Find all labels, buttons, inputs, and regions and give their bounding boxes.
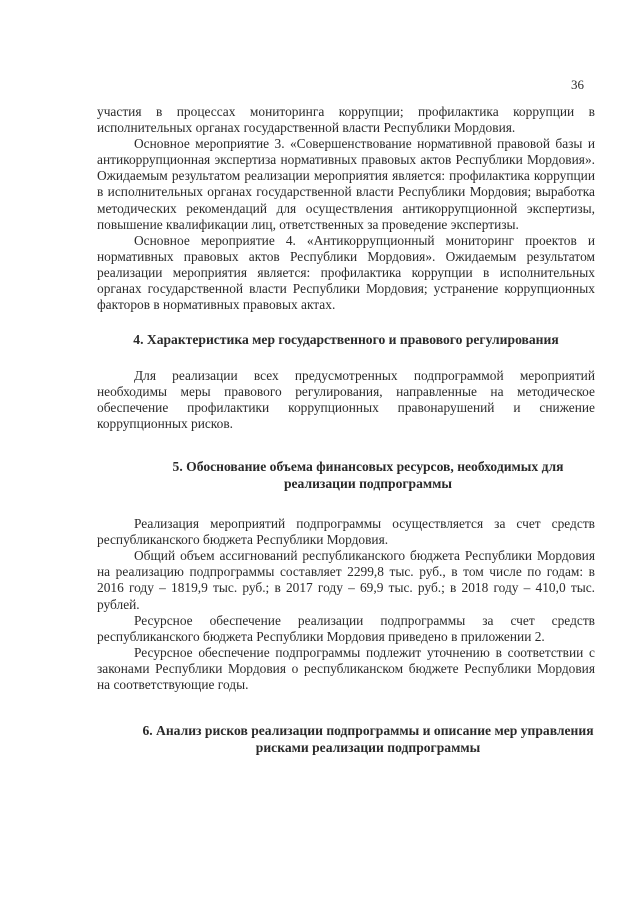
paragraph: Основное мероприятие 4. «Антикоррупционный мониторинг проектов и нормативных правовых актов Республики Мордовия». Ожидаемым результатом реализации мероприятия является: профилактика коррупции в исполнительных органах государственной власти Республики Мордовия; устранение коррупционных факторов в нормативных правовых актах. xyxy=(97,232,595,313)
page-body xyxy=(97,104,595,756)
section-4-heading: 4. Характеристика мер государственного и правового регулирования xyxy=(133,332,559,348)
paragraph: Ресурсное обеспечение подпрограммы подлежит уточнению в соответствии с законами Республики Мордовия о республиканском бюджете Республики Мордовия на соответствующие годы. xyxy=(97,644,595,693)
paragraph: Основное мероприятие 3. «Совершенствование нормативной правовой базы и антикоррупционная экспертиза нормативных правовых актов Республики Мордовия». Ожидаемым результатом реализации мероприятия является: профилактика коррупции в исполнительных органах государственной власти Республики Мордовия; выработка методических рекомендаций для осуществления антикоррупционной экспертизы, повышение квалификации лиц, ответственных за проведение экспертизы. xyxy=(97,136,595,232)
paragraph: Для реализации всех предусмотренных подпрограммой мероприятий необходимы меры правового регулирования, направленные на методическое обеспечение профилактики коррупционных правонарушений и снижение коррупционных рисков. xyxy=(97,367,595,431)
paragraph: Общий объем ассигнований республиканского бюджета Республики Мордовия на реализацию подпрограммы составляет 2299,8 тыс. руб., в том числе по годам: в 2016 году – 1819,9 тыс. руб.; в 2017 году – 69,9 тыс. руб.; в 2018 году – 410,0 тыс. рублей. xyxy=(97,548,595,612)
section-5-heading: 5. Обоснование объема финансовых ресурсов, необходимых для реализации подпрограммы xyxy=(172,459,564,491)
paragraph: участия в процессах мониторинга коррупции; профилактика коррупции в исполнительных органах государственной власти Республики Мордовия. xyxy=(97,104,595,136)
section-6-heading: 6. Анализ рисков реализации подпрограммы и описание мер управления рисками реализации подпрограммы xyxy=(142,723,594,755)
paragraph: Ресурсное обеспечение реализации подпрограммы за счет средств республиканского бюджета Республики Мордовия приведено в приложении 2. xyxy=(97,612,595,644)
page-number: 36 xyxy=(571,77,584,92)
paragraph: Реализация мероприятий подпрограммы осуществляется за счет средств республиканского бюджета Республики Мордовия. xyxy=(97,516,595,548)
